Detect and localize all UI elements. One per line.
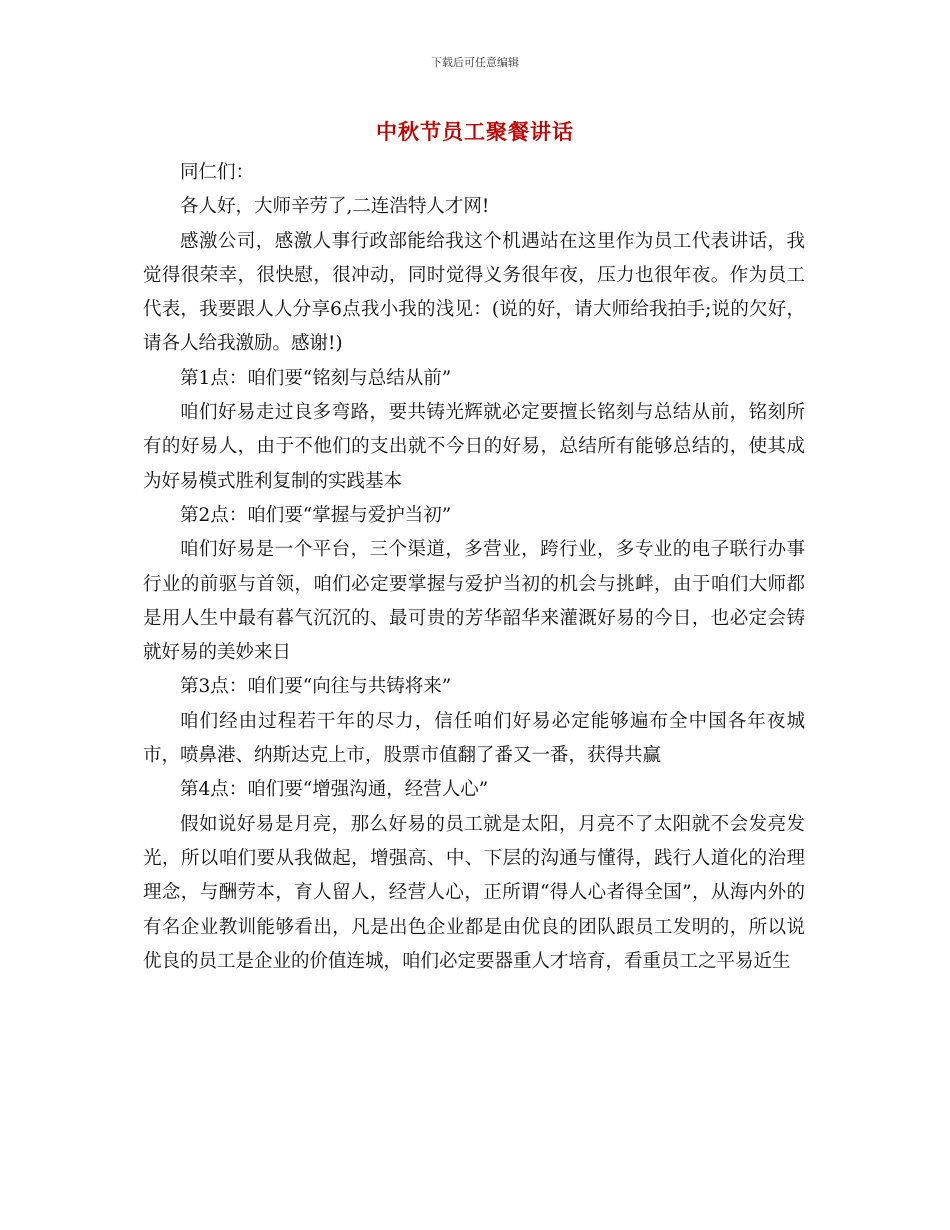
point-heading-4: 第4点：咱们要“增强沟通，经营人心” [180, 779, 489, 801]
document-body [143, 156, 805, 979]
point-heading-3: 第3点：咱们要“向往与共铸将来” [180, 676, 452, 698]
header-note: 下载后可任意编辑 [431, 56, 519, 69]
point-body-1: 咱们好易走过良多弯路，要共铸光辉就必定要擅长铭刻与总结从前，铭刻所有的好易人，由于不他们的支出就不今日的好易，总结所有能够总结的，使其成为好易模式胜利复制的实践基本 [143, 402, 805, 492]
paragraph-hello: 各人好，大师辛劳了,二连浩特人才网! [180, 196, 490, 218]
paragraph-intro: 感激公司，感激人事行政部能给我这个机遇站在这里作为员工代表讲话，我觉得很荣幸，很快慰，很冲动，同时觉得义务很年夜，压力也很年夜。作为员工代表，我要跟人人分享6点我小我的浅见：(说的好，请大师给我拍手;说的欠好，请各人给我激励。感谢!) [143, 230, 805, 355]
point-body-3: 咱们经由过程若干年的尽力，信任咱们好易必定能够遍布全中国各年夜城市，喷鼻港、纳斯达克上市，股票市值翻了番又一番，获得共赢 [143, 710, 805, 767]
document-title: 中秋节员工聚餐讲话 [376, 119, 574, 144]
point-heading-2: 第2点：咱们要“掌握与爱护当初” [180, 504, 452, 526]
point-body-2: 咱们好易是一个平台，三个渠道，多营业，跨行业，多专业的电子联行办事行业的前驱与首领，咱们必定要掌握与爱护当初的机会与挑衅，由于咱们大师都是用人生中最有暮气沉沉的、最可贵的芳华韶华来灌溉好易的今日，也必定会铸就好易的美妙来日 [143, 539, 805, 664]
point-heading-1: 第1点：咱们要“铭刻与总结从前” [180, 367, 452, 389]
paragraph-greeting: 同仁们： [180, 162, 255, 183]
point-body-4: 假如说好易是月亮，那么好易的员工就是太阳，月亮不了太阳就不会发亮发光，所以咱们要从我做起，增强高、中、下层的沟通与懂得，践行人道化的治理理念，与酬劳本，育人留人，经营人心，正所谓“得人心者得全国”，从海内外的有名企业教训能够看出，凡是出色企业都是由优良的团队跟员工发明的，所以说优良的员工是企业的价值连城，咱们必定要器重人才培育，看重员工之平易近生 [143, 813, 805, 972]
